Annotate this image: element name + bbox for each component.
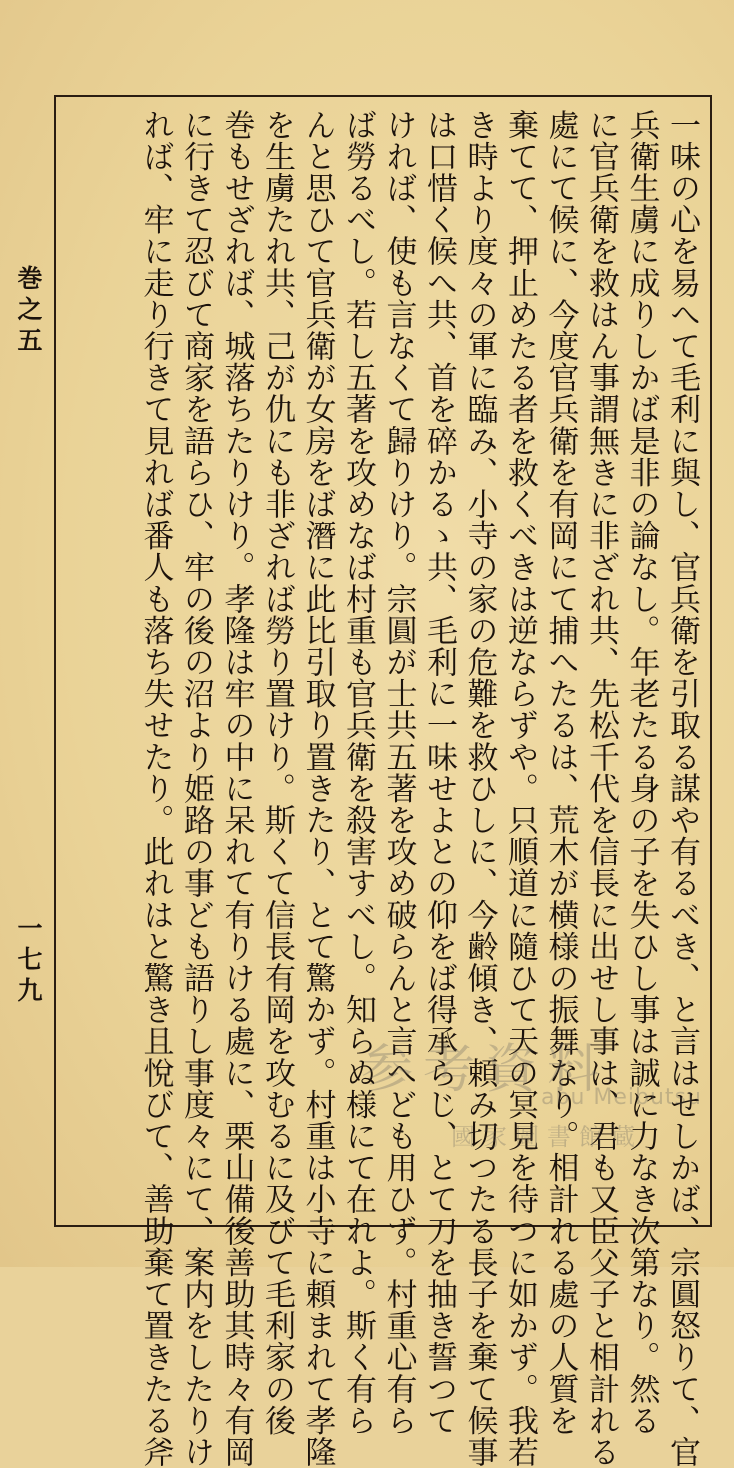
text-line: 巻もせざれば、城落ちたりけり。孝隆は牢の中に呆れて有りける處に、栗山備後善助其時々有岡 xyxy=(218,109,255,1468)
text-line: に官兵衛を救はん事謂無きに非ざれ共、先松千代を信長に出せし事は、君も又臣父子と相計れる xyxy=(583,109,619,1468)
text-line: き時より度々の軍に臨み、小寺の家の危難を救ひしに、今齢傾き、頼み切つたる長子を棄て候事 xyxy=(461,109,498,1468)
text-line: に行きて忍びて商家を語らひ、牢の後の沼より姫路の事ども語りし事度々にて、案内をしたりけ xyxy=(178,109,214,1468)
text-line: 兵衛生虜に成りしかば是非の論なし。年老たる身の子を失ひし事は誠に力なき次第なり。然る xyxy=(623,109,660,1437)
watermark-caption: 國家圖書館蔵 xyxy=(451,1123,643,1151)
watermark-latin: abu Meibutsu xyxy=(541,1085,702,1110)
text-line: んと思ひて官兵衛が女房をば潛に此比引取り置きたり、とて驚かず。村重は小寺に頼まれて孝隆 xyxy=(299,109,336,1468)
text-line: ば勞るべし。若し五著を攻めなば村重も官兵衛を殺害すべし。知らぬ様にて在れよ。斯く有ら xyxy=(340,109,376,1437)
text-line: は口惜く候へ共、首を碎かるゝ共、毛利に一味せよとの仰をば得承らじ、とて刀を抽き誓つて xyxy=(421,109,457,1437)
library-watermark xyxy=(331,1027,734,1151)
text-line: 棄てて、押止めたる者を救くべきは逆ならずや。只順道に隨ひて天の冥見を待つに如かず。我若 xyxy=(502,109,538,1468)
page-number: 一七九 xyxy=(14,915,43,1008)
volume-label: 巻之五 xyxy=(14,265,43,358)
text-line: を生虜たれ共、己が仇にも非ざれば勞り置けり。斯くて信長有岡を攻むるに及びて毛利家の後 xyxy=(259,109,295,1437)
text-line: れば、牢に走り行きて見れば番人も落ち失せたり。此れはと驚き且悅びて、善助棄て置きたる斧 xyxy=(137,109,174,1468)
text-frame xyxy=(54,95,712,1468)
text-line: 一味の心を易へて毛利に與し、官兵衛を引取る謀や有るべき、と言はせしかば、宗圓怒りて、官 xyxy=(664,109,700,1468)
text-line: 處にて候に、今度官兵衛を有岡にて捕へたるは、荒木が横様の振舞なり。相計れる處の人質を xyxy=(542,109,579,1437)
watermark-glyphs: 参考資料 xyxy=(361,1040,610,1100)
text-line: ければ、使も言なくて歸りけり。宗圓が士共五著を攻め破らんと言へども用ひず。村重心有ら xyxy=(380,109,417,1437)
